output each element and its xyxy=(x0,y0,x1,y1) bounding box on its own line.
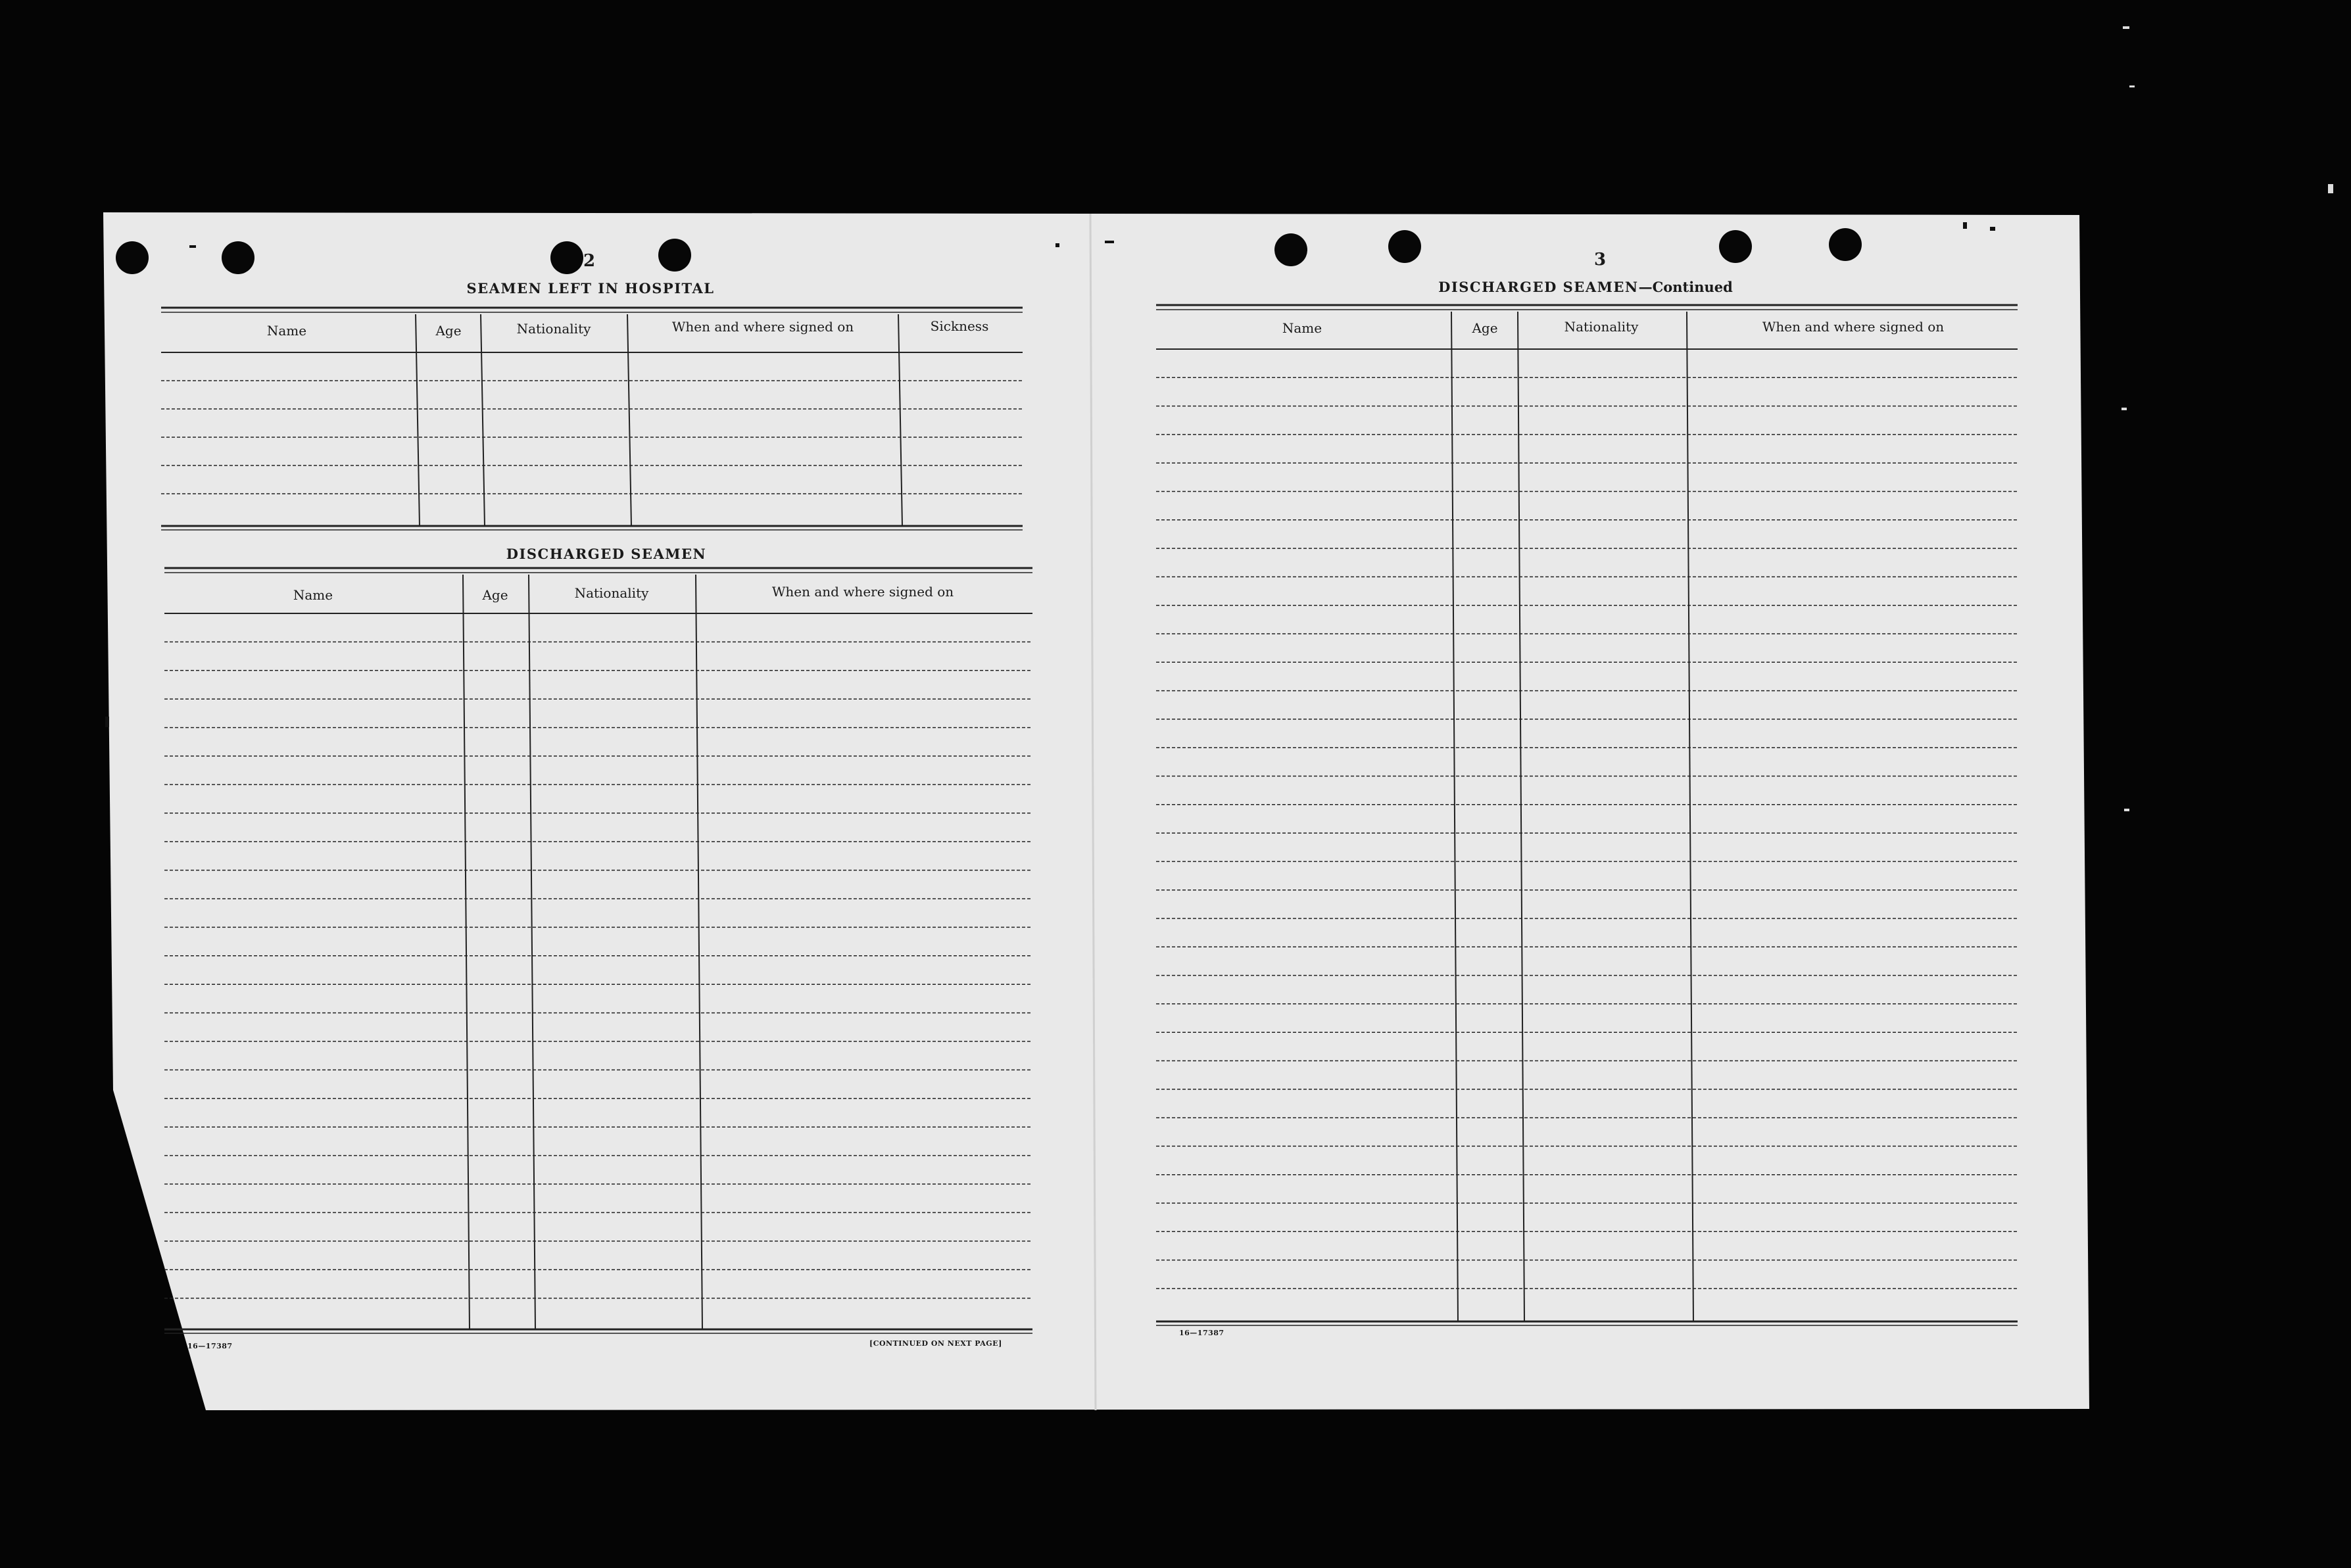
punch-hole xyxy=(1388,230,1421,263)
dust-speck xyxy=(2123,26,2129,29)
dust-speck xyxy=(1105,241,1114,243)
hospital-section-title: SEAMEN LEFT IN HOSPITAL xyxy=(466,280,715,297)
dust-speck xyxy=(1963,222,1967,229)
dust-speck xyxy=(2129,85,2135,87)
continued-col-name: Name xyxy=(1282,320,1322,336)
dust-speck xyxy=(105,717,109,727)
continued-col-nationality: Nationality xyxy=(1564,319,1639,335)
right-footer-code: 16—17387 xyxy=(1179,1329,1224,1337)
punch-hole xyxy=(550,241,583,274)
discharged-col-age: Age xyxy=(482,587,508,603)
discharged-section-title: DISCHARGED SEAMEN xyxy=(506,546,707,562)
punch-hole xyxy=(1829,228,1862,261)
dust-speck xyxy=(2328,184,2333,193)
continued-section-title xyxy=(1438,279,1733,295)
hospital-col-age: Age xyxy=(435,323,462,339)
continued-note: [CONTINUED ON NEXT PAGE] xyxy=(869,1339,1002,1348)
continued-title-suffix: —Continued xyxy=(1638,279,1733,295)
paper-sheet xyxy=(103,212,2089,1410)
punch-hole xyxy=(1719,230,1752,263)
punch-hole xyxy=(116,241,149,274)
hospital-col-sickness: Sickness xyxy=(930,318,989,334)
continued-title-main: DISCHARGED SEAMEN xyxy=(1438,279,1639,295)
left-page-number: 2 xyxy=(583,251,596,271)
dust-speck xyxy=(1990,227,1995,231)
punch-hole xyxy=(658,239,691,272)
hospital-col-signed-on: When and where signed on xyxy=(671,319,854,335)
discharged-col-name: Name xyxy=(293,587,333,603)
continued-col-signed-on: When and where signed on xyxy=(1762,319,1945,335)
dust-speck xyxy=(1055,243,1059,247)
hospital-col-name: Name xyxy=(266,323,307,339)
dust-speck xyxy=(189,245,196,248)
dust-speck xyxy=(2121,408,2127,410)
hospital-col-nationality: Nationality xyxy=(516,321,591,337)
left-footer-code: 16—17387 xyxy=(187,1342,233,1350)
continued-col-age: Age xyxy=(1472,320,1498,336)
discharged-col-signed-on: When and where signed on xyxy=(771,584,954,600)
right-page-number: 3 xyxy=(1594,250,1607,270)
dust-speck xyxy=(2124,809,2129,811)
punch-hole xyxy=(1274,233,1307,266)
discharged-col-nationality: Nationality xyxy=(574,585,649,601)
punch-hole xyxy=(222,241,254,274)
